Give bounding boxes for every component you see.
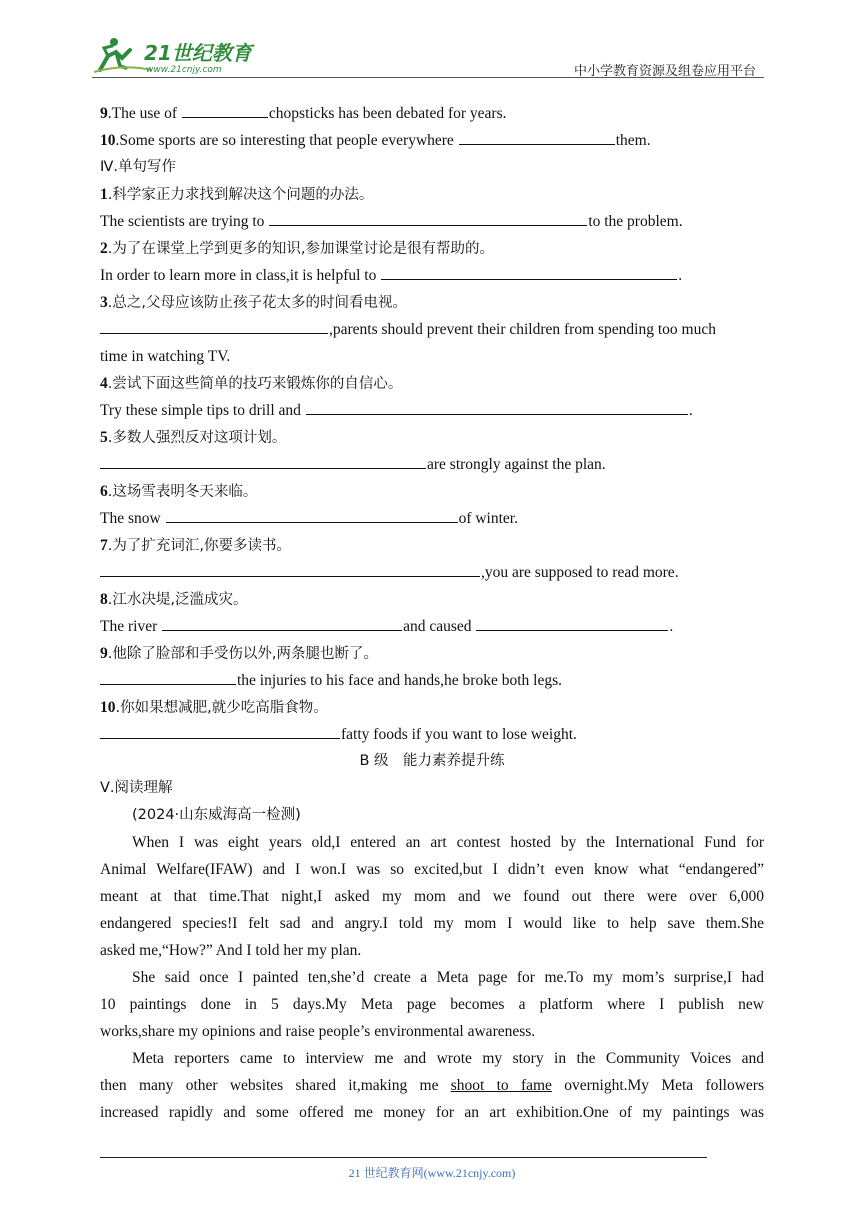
header-divider	[92, 77, 764, 78]
question-text: are strongly against the plan.	[427, 456, 606, 473]
exercise-line	[100, 721, 764, 748]
level-heading: B 级 能力素养提升练	[359, 753, 505, 769]
passage-line: endangered species!I felt sad and angry.I told my mom I would like to help save them.She	[100, 915, 764, 932]
question-text: The scientists are trying to	[100, 213, 269, 230]
chinese-prompt: .多数人强烈反对这项计划。	[107, 430, 287, 446]
answer-blank	[182, 102, 268, 118]
question-number: 1	[100, 186, 108, 203]
exercise-prompt	[100, 181, 764, 208]
passage-line: increased rapidly and some offered me money for an art exhibition.One of my paintings was	[100, 1104, 764, 1121]
underlined-phrase: shoot to fame	[450, 1077, 552, 1094]
question-text: ,parents should prevent their children from spending too much	[329, 321, 716, 338]
answer-blank	[476, 615, 668, 631]
question-number: 5	[100, 429, 108, 446]
chinese-prompt: .这场雪表明冬天来临。	[107, 484, 258, 500]
passage-text: overnight.My Meta followers	[551, 1077, 765, 1094]
passage-line: Animal Welfare(IFAW) and I won.I was so excited,but I didn’t even know what “endangered”	[100, 861, 764, 878]
platform-name: 中小学教育资源及组卷应用平台	[573, 63, 756, 78]
exercise-line	[100, 100, 764, 127]
question-text: of winter.	[458, 510, 518, 527]
chinese-prompt: .你如果想减肥,就少吃高脂食物。	[115, 700, 328, 716]
chinese-prompt: .为了在课堂上学到更多的知识,参加课堂讨论是很有帮助的。	[107, 241, 494, 257]
answer-blank	[306, 399, 688, 415]
passage-line: 10 paintings done in 5 days.My Meta page becomes a platform where I publish new	[100, 996, 764, 1013]
section-heading: Ⅴ.阅读理解	[100, 780, 173, 796]
question-text: .The use of	[107, 105, 181, 122]
question-number: 10	[100, 699, 116, 716]
question-number: 8	[100, 591, 108, 608]
exercise-line	[100, 127, 764, 154]
passage-text: then many other websites shared it,making me	[100, 1077, 451, 1094]
answer-blank	[100, 669, 236, 685]
question-number: 7	[100, 537, 108, 554]
question-number: 9	[100, 645, 108, 662]
passage-line: Meta reporters came to interview me and wrote my story in the Community Voices and	[132, 1050, 764, 1067]
chinese-prompt: .为了扩充词汇,你要多读书。	[107, 538, 291, 554]
question-number: 3	[100, 294, 108, 311]
question-number: 2	[100, 240, 108, 257]
question-text: and caused	[403, 618, 476, 635]
answer-blank	[381, 264, 677, 280]
question-text: ,you are supposed to read more.	[481, 564, 679, 581]
exercise-line	[100, 667, 764, 694]
page-footer: 21 世纪教育网(www.21cnjy.com)	[348, 1166, 516, 1180]
question-text: the injuries to his face and hands,he broke both legs.	[237, 672, 562, 689]
answer-blank	[162, 615, 402, 631]
exercise-prompt	[100, 694, 764, 721]
question-number: 9	[100, 105, 108, 122]
exercise-line	[100, 451, 764, 478]
exercise-prompt	[100, 478, 764, 505]
answer-blank	[100, 318, 328, 334]
chinese-prompt: .江水决堤,泛滥成灾。	[107, 592, 248, 608]
passage-line: asked me,“How?” And I told her my plan.	[100, 942, 362, 959]
answer-blank	[459, 129, 615, 145]
svg-text:21世纪教育: 21世纪教育	[144, 41, 252, 65]
footer-divider	[100, 1157, 707, 1158]
chinese-prompt: .科学家正力求找到解决这个问题的办法。	[107, 187, 374, 203]
question-text: The snow	[100, 510, 165, 527]
passage-line: She said once I painted ten,she’d create a Meta page for me.To my mom’s surprise,I had	[132, 969, 764, 986]
exercise-line	[100, 262, 764, 289]
chinese-prompt: .他除了脸部和手受伤以外,两条腿也断了。	[107, 646, 378, 662]
exercise-prompt	[100, 424, 764, 451]
question-text: .	[678, 267, 683, 284]
passage-line: meant at that time.That night,I asked my mom and we found out there were over 6,000	[100, 888, 764, 905]
exercise-line	[100, 613, 764, 640]
chinese-prompt: .尝试下面这些简单的技巧来锻炼你的自信心。	[107, 376, 403, 392]
answer-blank	[100, 723, 340, 739]
question-text: .Some sports are so interesting that people everywhere	[115, 132, 458, 149]
question-text: Try these simple tips to drill and	[100, 402, 305, 419]
passage-line: works,share my opinions and raise people’s environmental awareness.	[100, 1023, 536, 1040]
exercise-line: time in watching TV.	[100, 348, 231, 365]
page-content	[100, 100, 764, 1126]
exercise-line	[100, 316, 764, 343]
answer-blank	[100, 561, 480, 577]
question-text: .	[669, 618, 674, 635]
question-number: 10	[100, 132, 116, 149]
exercise-line	[100, 208, 764, 235]
exercise-line	[100, 397, 764, 424]
passage-line: When I was eight years old,I entered an art contest hosted by the International Fund for	[132, 834, 764, 851]
svg-text:www.21cnjy.com: www.21cnjy.com	[146, 65, 222, 74]
question-text: In order to learn more in class,it is helpful to	[100, 267, 381, 284]
exercise-line	[100, 559, 764, 586]
exercise-prompt	[100, 289, 764, 316]
chinese-prompt: .总之,父母应该防止孩子花太多的时间看电视。	[107, 295, 407, 311]
exercise-prompt	[100, 235, 764, 262]
site-logo	[92, 36, 267, 74]
exercise-prompt	[100, 532, 764, 559]
exercise-prompt	[100, 370, 764, 397]
question-text: The river	[100, 618, 162, 635]
answer-blank	[166, 507, 458, 523]
section-heading: Ⅳ.单句写作	[100, 159, 176, 175]
answer-blank	[269, 210, 587, 226]
question-number: 4	[100, 375, 108, 392]
exercise-prompt	[100, 586, 764, 613]
question-text: chopsticks has been debated for years.	[268, 105, 507, 122]
answer-blank	[100, 453, 426, 469]
page-header	[92, 32, 764, 78]
exercise-prompt	[100, 640, 764, 667]
passage-line	[100, 1072, 764, 1099]
question-text: them.	[615, 132, 651, 149]
question-text: .	[688, 402, 693, 419]
question-text: to the problem.	[588, 213, 683, 230]
exercise-line	[100, 505, 764, 532]
passage-source: (2024·山东威海高一检测)	[132, 807, 301, 823]
question-number: 6	[100, 483, 108, 500]
question-text: fatty foods if you want to lose weight.	[341, 726, 577, 743]
